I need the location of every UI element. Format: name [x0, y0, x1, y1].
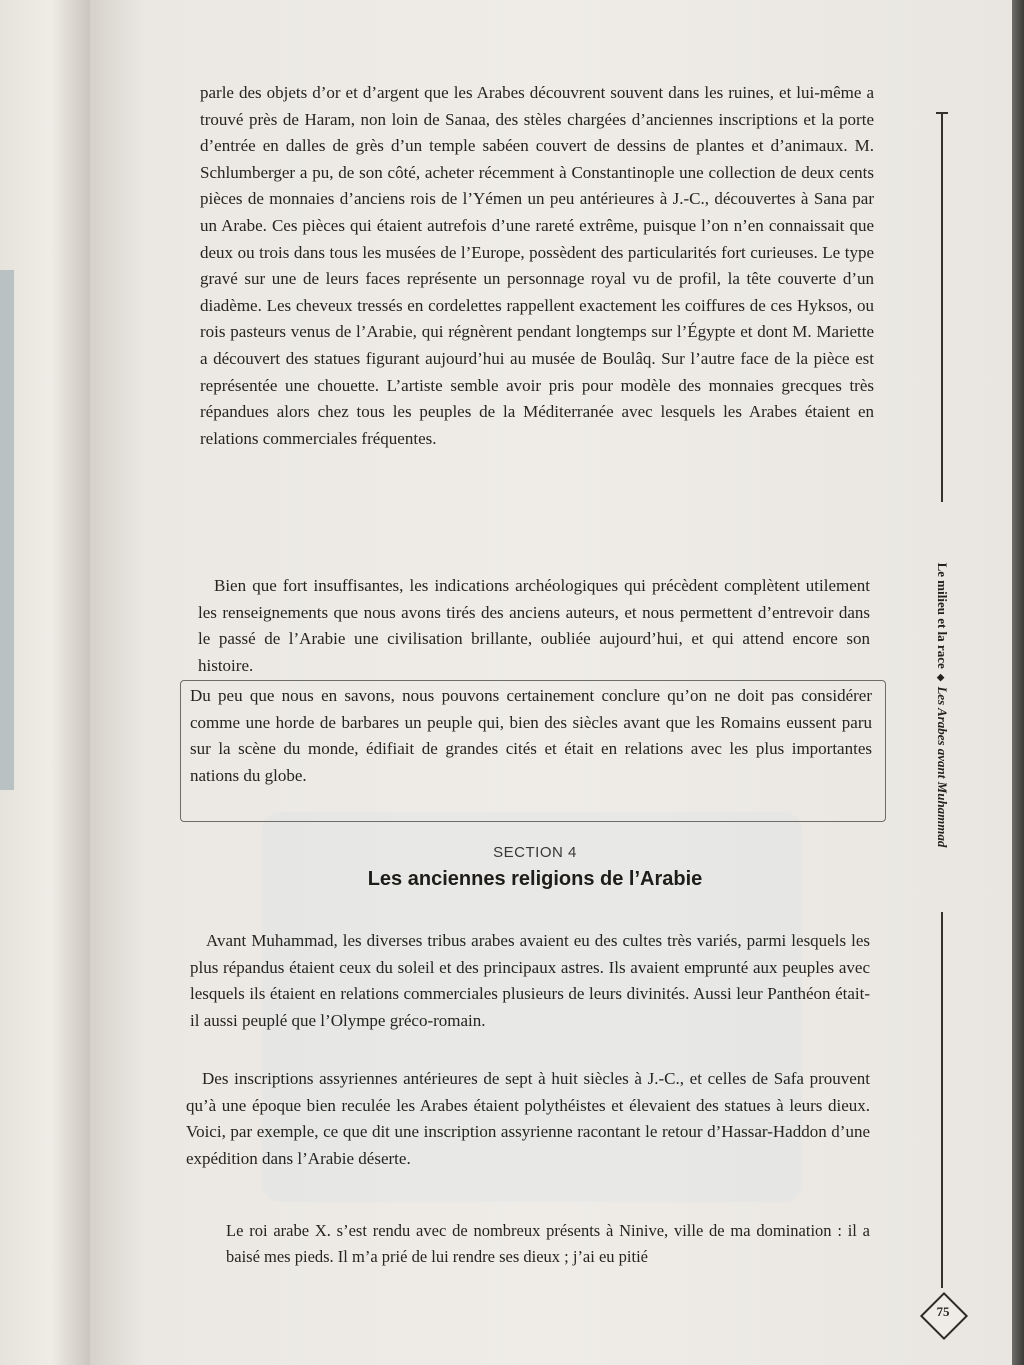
running-head-text	[934, 563, 950, 848]
running-head-part-1: Le milieu et la race	[935, 562, 950, 669]
page-edge-shadow	[1012, 0, 1024, 1365]
page-number	[919, 1291, 967, 1339]
body-paragraph-2: Bien que fort insuffisantes, les indications archéologiques qui précèdent complètent utilement les renseignements que nous avons tirés des anciens auteurs, et nous permettent d’entrevoir dans le passé de l’Arabie une civilisation brillante, oubliée aujourd’hui, et qui attend encore son histoire.	[198, 576, 870, 675]
running-head-rule-bottom	[941, 912, 943, 1288]
facing-page	[0, 0, 92, 1365]
rule-end-tick-top	[936, 112, 948, 114]
facing-page-illustration-edge	[0, 270, 14, 790]
body-paragraph-1: parle des objets d’or et d’argent que les Arabes découvrent souvent dans les ruines, et lui-même a trouvé près de Haram, non loin de Sanaa, des stèles chargées d’anciennes inscriptions et la porte d’entrée en dalles de grès d’un temple sabéen couvert de dessins de plantes et d’animaux. M. Schlumberger a pu, de son côté, acheter récemment à Constantinople une collection de deux cents pièces de monnaies d’anciens rois de l’Yémen un peu antérieures à J.-C., découvertes à Sana par un Arabe. Ces pièces qui étaient autrefois d’une rareté extrême, puisque l’on n’en connaissait que deux ou trois dans tous les musées de l’Europe, possèdent des particularités fort curieuses. Le type gravé sur une de leurs faces représente un personnage royal vu de profil, la tête couverte d’un diadème. Les cheveux tressés en cordelettes rappellent exactement les coiffures de ces Hyksos, ou rois pasteurs venus de l’Arabie, qui régnèrent pendant longtemps sur l’Égypte et dont M. Mariette a découvert des statues figurant aujourd’hui au musée de Boulâq. Sur l’autre face de la pièce est représentée une chouette. L’artiste semble avoir pris pour modèle des monnaies grecques très répandues alors chez tous les peuples de la Méditerranée avec lesquels les Arabes étaient en relations commerciales fréquentes.	[200, 83, 874, 448]
running-head-part-2: Les Arabes avant Muhammad	[935, 686, 950, 848]
page-number-text: 75	[936, 1304, 950, 1319]
body-paragraph-4: Des inscriptions assyriennes antérieures de sept à huit siècles à J.-C., et celles de Safa prouvent qu’à une époque bien reculée les Arabes étaient polythéistes et élevaient des statues à leurs dieux. Voici, par exemple, ce que dit une inscription assyrienne racontant le retour d’Hassar-Haddon d’une expédition dans l’Arabie déserte.	[186, 1069, 870, 1168]
section-title: Les anciennes religions de l’Arabie	[367, 868, 703, 890]
diamond-separator-icon: ◆	[935, 673, 946, 682]
block-quotation: Le roi arabe X. s’est rendu avec de nombreux présents à Ninive, ville de ma domination : il a baisé mes pieds. Il m’a prié de lui rendre ses dieux ; j’ai eu pitié	[226, 1221, 870, 1266]
running-head-rule-top	[941, 112, 943, 502]
section-number: SECTION 4	[493, 844, 577, 861]
body-paragraph-3: Avant Muhammad, les diverses tribus arabes avaient eu des cultes très variés, parmi lesquels les plus répandus étaient ceux du soleil et des principaux astres. Ils avaient emprunté aux peuples avec lesquels ils étaient en relations commerciales plusieurs de leurs divinités. Aussi leur Panthéon était-il aussi peuplé que l’Olympe gréco-romain.	[190, 931, 870, 1030]
boxed-passage: Du peu que nous en savons, nous pouvons certainement conclure qu’on ne doit pas considérer comme une horde de barbares un peuple qui, bien des siècles avant que les Romains eussent paru sur la scène du monde, édifiait de grandes cités et était en relations avec les plus importantes nations du globe.	[190, 686, 872, 785]
